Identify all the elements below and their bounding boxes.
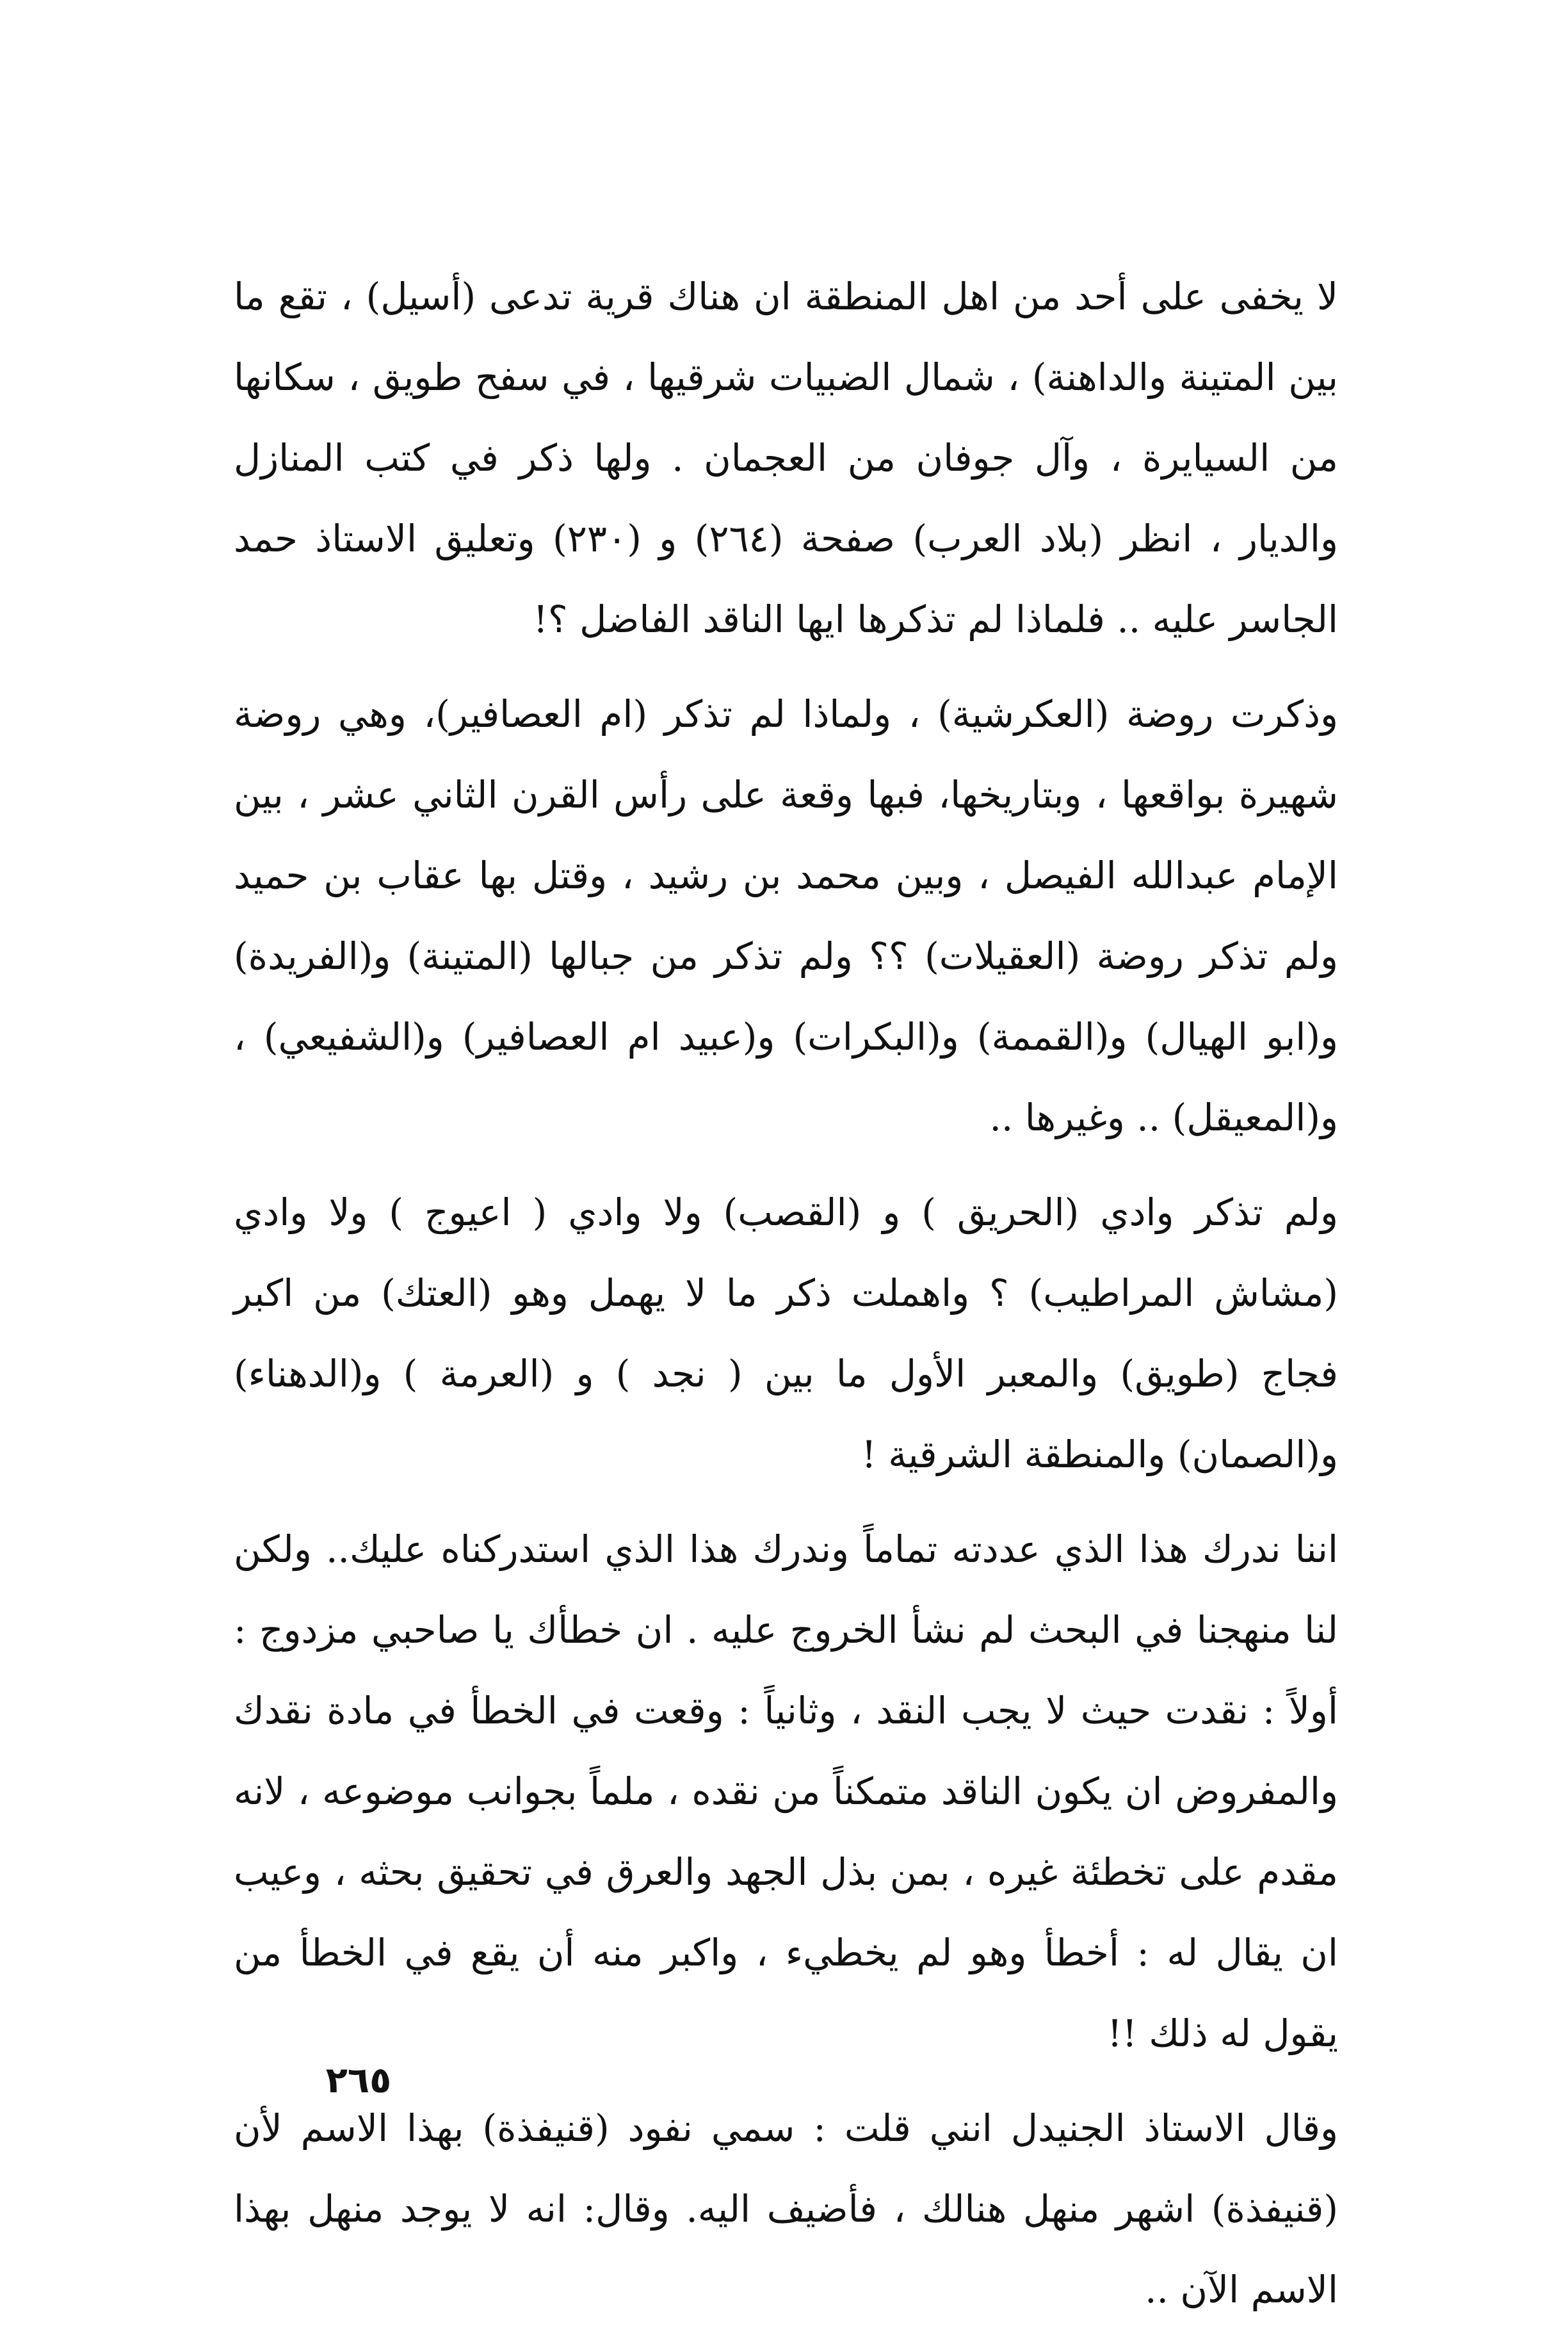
paragraph-2: وذكرت روضة (العكرشية) ، ولماذا لم تذكر (ام العصافير)، وهي روضة شهيرة بواقعها ، وبتاريخها، فبها وقعة على رأس القرن الثاني عشر ، بين الإمام عبدالله الفيصل ، وبين محمد بن رشيد ، وقتل بها عقاب بن حميد ولم تذكر روضة (العقيلات) ؟؟ ولم تذكر من جبالها (المتينة) و(الفريدة) و(ابو الهيال) و(القممة) و(البكرات) و(عبيد ام العصافير) و(الشفيعي) ، و(المعيقل) .. وغيرها .. <box>234 692 1338 1139</box>
paragraph-5: وقال الاستاذ الجنيدل انني قلت : سمي نفود (قنيفذة) بهذا الاسم لأن (قنيفذة) اشهر منهل هنالك ، فأضيف اليه. وقال: انه لا يوجد منهل بهذا الاسم الآن .. <box>234 2106 1338 2311</box>
paragraph-3: ولم تذكر وادي (الحريق ) و (القصب) ولا وادي ( اعيوج ) ولا وادي (مشاش المراطيب) ؟ واهملت ذكر ما لا يهمل وهو (العتك) من اكبر فجاج (طويق) والمعبر الأول ما بين ( نجد ) و (العرمة ) و(الدهناء) و(الصمان) والمنطقة الشرقية ! <box>234 1191 1338 1476</box>
paragraph-1: لا يخفى على أحد من اهل المنطقة ان هناك قرية تدعى (أسيل) ، تقع ما بين المتينة والداهنة) ، شمال الضبيات شرقيها ، في سفح طويق ، سكانها من السيايرة ، وآل جوفان من العجمان . ولها ذكر في كتب المنازل والديار ، انظر (بلاد العرب) صفحة (٢٦٤) و (٢٣٠) وتعليق الاستاذ حمد الجاسر عليه .. فلماذا لم تذكرها ايها الناقد الفاضل ؟! <box>234 275 1339 641</box>
body-text <box>234 256 1338 2344</box>
page-number: ٢٦٥ <box>325 2060 392 2101</box>
paragraph-4: اننا ندرك هذا الذي عددته تماماً وندرك هذا الذي استدركناه عليك.. ولكن لنا منهجنا في البحث لم نشأ الخروج عليه . ان خطأك يا صاحبي مزدوج : أولاً : نقدت حيث لا يجب النقد ، وثانياً : وقعت في الخطأ في مادة نقدك والمفروض ان يكون الناقد متمكناً من نقده ، ملماً بجوانب موضوعه ، لانه مقدم على تخطئة غيره ، بمن بذل الجهد والعرق في تحقيق بحثه ، وعيب ان يقال له : أخطأ وهو لم يخطيء ، واكبر منه أن يقع في الخطأ من يقول له ذلك !! <box>234 1527 1338 2055</box>
